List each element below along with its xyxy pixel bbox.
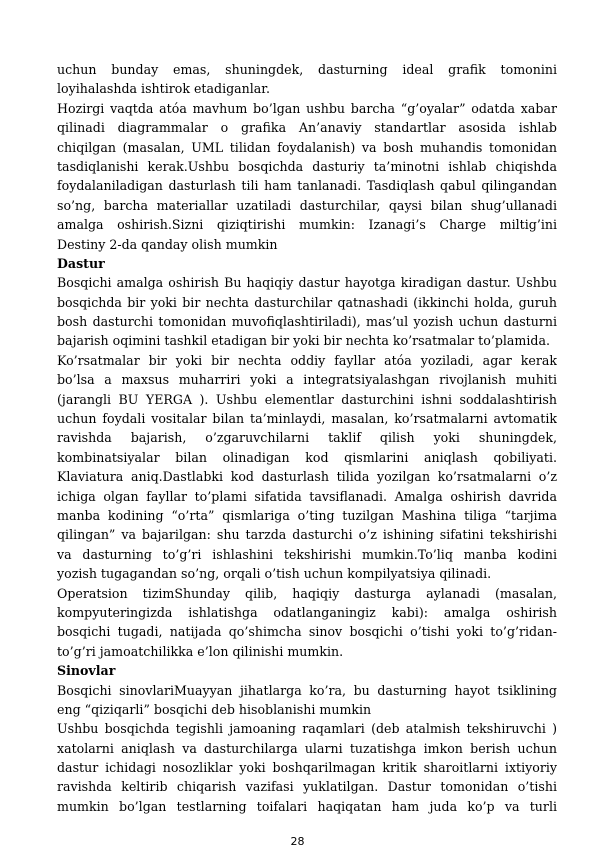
text-line: foydalaniladigan dasturlash tili ham tanlanadi. Tasdiqlash qabul qilingandan <box>57 178 557 194</box>
section-heading: Sinovlar <box>57 663 116 679</box>
text-line: amalga oshirish.Sizni qiziqtirishi mumkin: Izanagi’s Charge miltig’ini <box>57 217 557 233</box>
text-line: to’g’ri jamoatchilikka e’lon qilinishi mumkin. <box>57 643 344 659</box>
text-line: yozish tugagandan so’ng, orqali o’tish uchun kompilyatsiya qilinadi. <box>57 566 492 582</box>
text-line: ichiga olgan fayllar to’plami sifatida tavsiflanadi. Amalga oshirish davrida <box>57 488 557 504</box>
paragraph <box>57 99 557 254</box>
paragraph <box>57 273 557 351</box>
paragraph <box>57 60 557 99</box>
paragraph <box>57 681 557 720</box>
text-line: loyihalashda ishtirok etadiganlar. <box>57 81 270 97</box>
text-line: manba kodining “o’rta” qismlariga o’ting tuzilgan Mashina tiliga “tarjima <box>57 507 557 523</box>
text-line: Destiny 2-da qanday olish mumkin <box>57 236 278 252</box>
paragraph <box>57 719 557 816</box>
text-line: uchun foydali vositalar bilan ta’minlaydi, masalan, ko’rsatmalarni avtomatik <box>57 411 557 427</box>
text-line: qilingan” va bajarilgan: shu tarzda dasturchi o’z ishining sifatini tekshirishi <box>57 527 557 543</box>
text-line: mumkin bo’lgan testlarning toifalari haqiqatan ham juda ko’p va turli <box>57 798 557 814</box>
text-line: Hozirgi vaqtda atóa mavhum bo’lgan ushbu barcha “g’oyalar” odatda xabar <box>57 100 557 116</box>
text-line: so’ng, barcha materiallar uzatiladi dasturchilar, qaysi bilan shug’ullanadi <box>57 197 557 213</box>
text-line: Klaviatura aniq.Dastlabki kod dasturlash tilida yozilgan ko’rsatmalarni o’z <box>57 469 557 485</box>
paragraph <box>57 584 557 662</box>
paragraph <box>57 351 557 584</box>
text-line: xatolarni aniqlash va dasturchilarga ularni tuzatishga imkon berish uchun <box>57 740 557 756</box>
text-line: kompyuteringizda ishlatishga odatlanganingiz kabi): amalga oshirish <box>57 604 557 620</box>
page-number: 28 <box>290 835 305 848</box>
text-line: va dasturning to’g’ri ishlashini tekshirishi mumkin.To’liq manba kodini <box>57 546 557 562</box>
text-line: kombinatsiyalar bilan olinadigan kod qismlarini aniqlash qobiliyati. <box>57 449 557 465</box>
text-line: ravishda keltirib chiqarish vazifasi yuklatilgan. Dastur tomonidan o’tishi <box>57 779 557 795</box>
text-line: Ushbu bosqichda tegishli jamoaning raqamlari (deb atalmish tekshiruvchi ) <box>57 721 557 737</box>
text-line: tasdiqlanishi kerak.Ushbu bosqichda dasturiy ta’minotni ishlab chiqishda <box>57 158 557 174</box>
text-line: bosh dasturchi tomonidan muvofiqlashtiriladi), mas’ul yozish uchun dasturni <box>57 314 557 330</box>
text-line: dastur ichidagi nosozliklar yoki boshqarilmagan kritik sharoitlarni ixtiyoriy <box>57 760 557 776</box>
text-line: Operatsion tizimShunday qilib, haqiqiy dasturga aylanadi (masalan, <box>57 585 557 601</box>
section-heading: Dastur <box>57 255 105 271</box>
text-line: bosqichi tugadi, natijada qo’shimcha sinov bosqichi o’tishi yoki to’g’ridan- <box>57 624 557 640</box>
text-line: chiqilgan (masalan, UML tilidan foydalanish) va bosh muhandis tomonidan <box>57 139 557 155</box>
text-line: bajarish oqimini tashkil etadigan bir yoki bir nechta ko’rsatmalar to’plamida. <box>57 333 550 349</box>
document-body <box>57 60 557 816</box>
text-line: bosqichda bir yoki bir nechta dasturchilar qatnashadi (ikkinchi holda, guruh <box>57 294 557 310</box>
text-line: Bosqichi amalga oshirish Bu haqiqiy dastur hayotga kiradigan dastur. Ushbu <box>57 275 557 291</box>
text-line: Bosqichi sinovlariMuayyan jihatlarga ko’ra, bu dasturning hayot tsiklining <box>57 682 557 698</box>
text-line: uchun bunday emas, shuningdek, dasturning ideal grafik tomonini <box>57 62 557 77</box>
text-line: eng “qiziqarli” bosqichi deb hisoblanishi mumkin <box>57 701 372 717</box>
text-line: (jarangli BU YERGA ). Ushbu elementlar dasturchini ishni soddalashtirish <box>57 391 557 407</box>
text-line: Ko’rsatmalar bir yoki bir nechta oddiy fayllar atóa yoziladi, agar kerak <box>57 352 557 368</box>
text-line: bo’lsa a maxsus muharriri yoki a integratsiyalashgan rivojlanish muhiti <box>57 372 557 388</box>
text-line: qilinadi diagrammalar o grafika An’anaviy standartlar asosida ishlab <box>57 120 557 136</box>
text-line: ravishda bajarish, o’zgaruvchilarni taklif qilish yoki shuningdek, <box>57 430 557 446</box>
